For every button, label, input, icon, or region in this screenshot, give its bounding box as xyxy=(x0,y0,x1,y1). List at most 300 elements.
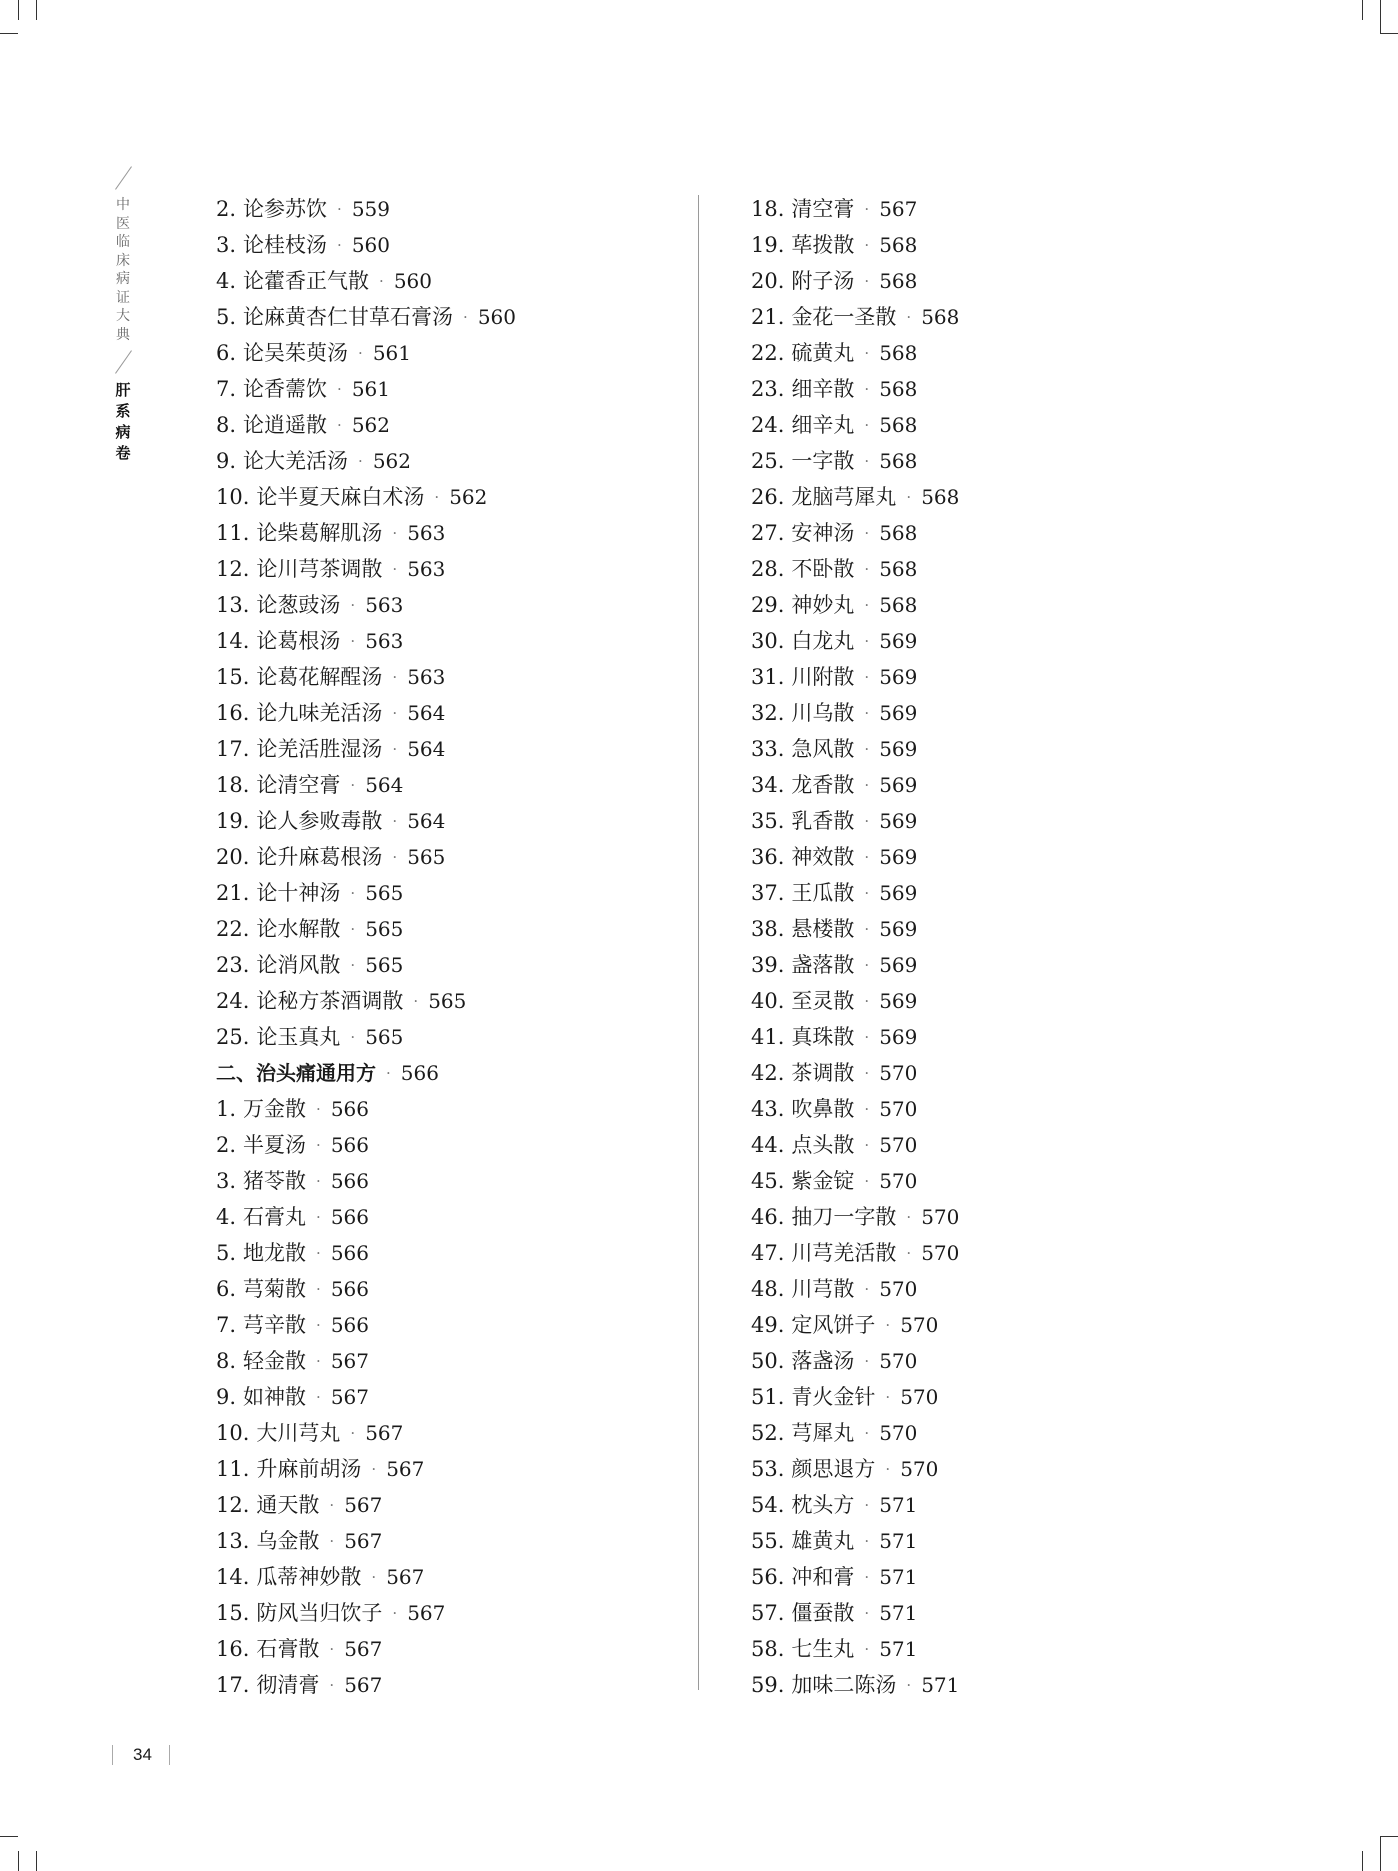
entry-page: 563 xyxy=(407,665,446,689)
entry-page: 571 xyxy=(879,1493,918,1517)
entry-title: 芎犀丸 xyxy=(791,1421,855,1445)
entry-page: 570 xyxy=(879,1421,918,1445)
entry-number: 10. xyxy=(216,1421,250,1445)
entry-title: 细辛散 xyxy=(791,377,855,401)
entry-page: 569 xyxy=(879,737,918,761)
entry-page: 563 xyxy=(407,557,446,581)
entry-title: 真珠散 xyxy=(791,1025,855,1049)
toc-entry xyxy=(751,875,959,911)
separator-dot: · xyxy=(864,848,870,866)
entry-number: 9. xyxy=(216,1385,237,1409)
toc-entry xyxy=(216,1487,516,1523)
separator-dot: · xyxy=(885,1316,891,1334)
separator-dot: · xyxy=(434,488,440,506)
entry-title: 论半夏天麻白术汤 xyxy=(256,485,425,509)
entry-page: 565 xyxy=(365,881,404,905)
toc-entry xyxy=(751,479,959,515)
entry-page: 567 xyxy=(879,197,918,221)
entry-page: 568 xyxy=(879,449,918,473)
entry-number: 41. xyxy=(751,1025,785,1049)
entry-page: 565 xyxy=(428,989,467,1013)
entry-number: 14. xyxy=(216,629,250,653)
separator-dot: · xyxy=(864,1496,870,1514)
entry-title: 川芎羌活散 xyxy=(791,1241,897,1265)
toc-entry xyxy=(751,191,959,227)
entry-page: 567 xyxy=(386,1457,425,1481)
entry-number: 6. xyxy=(216,1277,237,1301)
separator-dot: · xyxy=(864,1028,870,1046)
toc-entry xyxy=(216,1631,516,1667)
toc-entry xyxy=(216,767,516,803)
entry-number: 12. xyxy=(216,557,250,581)
toc-entry xyxy=(751,1127,959,1163)
separator-dot: · xyxy=(864,1532,870,1550)
entry-title: 地龙散 xyxy=(243,1241,307,1265)
separator-dot: · xyxy=(864,920,870,938)
banner-divider xyxy=(115,166,132,190)
toc-entry xyxy=(216,911,516,947)
entry-number: 27. xyxy=(751,521,785,545)
toc-entry xyxy=(751,1667,959,1703)
entry-number: 43. xyxy=(751,1097,785,1121)
separator-dot: · xyxy=(864,200,870,218)
crop-mark xyxy=(36,1851,37,1871)
entry-title: 龙脑芎犀丸 xyxy=(791,485,897,509)
entry-page: 566 xyxy=(330,1241,370,1265)
toc-entry xyxy=(751,947,959,983)
entry-title: 论香薷饮 xyxy=(243,377,328,401)
entry-page: 569 xyxy=(879,917,918,941)
entry-title: 至灵散 xyxy=(791,989,855,1013)
entry-page: 568 xyxy=(879,521,918,545)
entry-title: 大川芎丸 xyxy=(256,1421,341,1445)
entry-title: 白龙丸 xyxy=(791,629,855,653)
separator-dot: · xyxy=(316,1244,321,1262)
entry-number: 33. xyxy=(751,737,785,761)
entry-title: 论川芎茶调散 xyxy=(256,557,383,581)
toc-entry xyxy=(216,947,516,983)
entry-number: 26. xyxy=(751,485,785,509)
entry-title: 论参苏饮 xyxy=(243,197,328,221)
entry-number: 35. xyxy=(751,809,785,833)
entry-page: 569 xyxy=(879,629,918,653)
entry-page: 567 xyxy=(344,1493,383,1517)
toc-entry xyxy=(751,407,959,443)
entry-number: 21. xyxy=(751,305,785,329)
toc-entry xyxy=(751,551,959,587)
entry-title: 论葛花解酲汤 xyxy=(256,665,383,689)
entry-title: 定风饼子 xyxy=(791,1313,876,1337)
entry-title: 抽刀一字散 xyxy=(791,1205,897,1229)
entry-title: 论桂枝汤 xyxy=(243,233,328,257)
entry-title: 细辛丸 xyxy=(791,413,855,437)
entry-number: 18. xyxy=(216,773,250,797)
entry-title: 金花一圣散 xyxy=(791,305,897,329)
separator-dot: · xyxy=(392,1604,398,1622)
entry-number: 2. xyxy=(216,1133,237,1157)
toc-entry xyxy=(751,1307,959,1343)
entry-title: 论人参败毒散 xyxy=(256,809,383,833)
entry-page: 569 xyxy=(879,809,918,833)
toc-entry xyxy=(751,911,959,947)
entry-page: 570 xyxy=(879,1277,918,1301)
entry-number: 47. xyxy=(751,1241,785,1265)
page-number: 34 xyxy=(133,1745,152,1764)
separator-dot: · xyxy=(358,452,363,470)
crop-mark xyxy=(18,0,19,20)
toc-entry xyxy=(216,731,516,767)
separator-dot: · xyxy=(316,1352,321,1370)
toc-column-left xyxy=(216,191,516,1703)
entry-page: 568 xyxy=(879,413,918,437)
entry-title: 一字散 xyxy=(791,449,855,473)
toc-entry xyxy=(751,839,959,875)
separator-dot: · xyxy=(392,524,398,542)
entry-page: 569 xyxy=(879,881,918,905)
entry-title: 二、治头痛通用方 xyxy=(216,1061,376,1085)
separator-dot: · xyxy=(864,560,870,578)
entry-number: 51. xyxy=(751,1385,785,1409)
separator-dot: · xyxy=(350,1424,356,1442)
entry-title: 紫金锭 xyxy=(791,1169,855,1193)
toc-entry xyxy=(216,335,516,371)
toc-entry xyxy=(751,623,959,659)
entry-number: 52. xyxy=(751,1421,785,1445)
entry-page: 568 xyxy=(921,485,960,509)
separator-dot: · xyxy=(906,1676,912,1694)
entry-page: 570 xyxy=(879,1349,918,1373)
entry-title: 急风散 xyxy=(791,737,855,761)
separator-dot: · xyxy=(864,1352,870,1370)
toc-entry xyxy=(751,1343,959,1379)
entry-page: 570 xyxy=(900,1385,939,1409)
entry-page: 560 xyxy=(351,233,391,257)
entry-number: 23. xyxy=(216,953,250,977)
separator-dot: · xyxy=(329,1640,335,1658)
toc-entry xyxy=(216,1235,516,1271)
banner-divider xyxy=(115,350,132,374)
crop-mark xyxy=(1380,1836,1398,1837)
entry-number: 21. xyxy=(216,881,250,905)
separator-dot: · xyxy=(316,1208,321,1226)
separator-dot: · xyxy=(864,596,870,614)
toc-entry xyxy=(751,767,959,803)
entry-page: 568 xyxy=(879,233,918,257)
entry-page: 567 xyxy=(386,1565,425,1589)
crop-mark xyxy=(1362,1851,1363,1871)
entry-title: 论清空膏 xyxy=(256,773,341,797)
entry-title: 安神汤 xyxy=(791,521,855,545)
toc-entry xyxy=(216,1379,516,1415)
separator-dot: · xyxy=(864,1604,870,1622)
entry-number: 3. xyxy=(216,1169,237,1193)
entry-number: 7. xyxy=(216,1313,237,1337)
entry-number: 54. xyxy=(751,1493,785,1517)
entry-number: 17. xyxy=(216,1673,250,1697)
toc-entry xyxy=(751,1559,959,1595)
separator-dot: · xyxy=(864,812,870,830)
entry-page: 566 xyxy=(400,1061,439,1085)
separator-dot: · xyxy=(864,272,870,290)
entry-page: 567 xyxy=(365,1421,404,1445)
separator-dot: · xyxy=(316,1136,321,1154)
toc-entry xyxy=(751,1595,959,1631)
separator-dot: · xyxy=(350,884,356,902)
crop-mark xyxy=(36,0,37,20)
entry-page: 565 xyxy=(365,1025,404,1049)
separator-dot: · xyxy=(885,1388,891,1406)
entry-title: 彻清膏 xyxy=(256,1673,320,1697)
entry-page: 566 xyxy=(330,1205,370,1229)
separator-dot: · xyxy=(864,1424,870,1442)
separator-dot: · xyxy=(864,668,870,686)
entry-title: 不卧散 xyxy=(791,557,855,581)
toc-entry xyxy=(751,263,959,299)
entry-number: 19. xyxy=(751,233,785,257)
entry-page: 563 xyxy=(365,629,404,653)
toc-entry xyxy=(216,1559,516,1595)
entry-title: 青火金针 xyxy=(791,1385,876,1409)
entry-title: 论升麻葛根汤 xyxy=(256,845,383,869)
separator-dot: · xyxy=(885,1460,891,1478)
toc-entry xyxy=(216,983,516,1019)
separator-dot: · xyxy=(392,668,398,686)
separator-dot: · xyxy=(358,344,363,362)
toc-entry xyxy=(216,1271,516,1307)
separator-dot: · xyxy=(316,1172,321,1190)
separator-dot: · xyxy=(864,380,870,398)
separator-dot: · xyxy=(379,272,384,290)
entry-page: 569 xyxy=(879,773,918,797)
separator-dot: · xyxy=(864,1136,870,1154)
entry-title: 龙香散 xyxy=(791,773,855,797)
toc-entry xyxy=(216,1343,516,1379)
separator-dot: · xyxy=(329,1532,335,1550)
entry-page: 560 xyxy=(393,269,433,293)
toc-entry xyxy=(216,1163,516,1199)
separator-dot: · xyxy=(864,1568,870,1586)
entry-title: 川芎散 xyxy=(791,1277,855,1301)
entry-page: 567 xyxy=(344,1529,383,1553)
entry-title: 论逍遥散 xyxy=(243,413,328,437)
entry-number: 13. xyxy=(216,1529,250,1553)
separator-dot: · xyxy=(864,956,870,974)
toc-entry xyxy=(751,1019,959,1055)
entry-page: 570 xyxy=(879,1097,918,1121)
entry-number: 37. xyxy=(751,881,785,905)
entry-title: 七生丸 xyxy=(791,1637,855,1661)
entry-page: 570 xyxy=(921,1241,960,1265)
toc-entry xyxy=(751,1523,959,1559)
entry-number: 53. xyxy=(751,1457,785,1481)
entry-title: 神妙丸 xyxy=(791,593,855,617)
entry-title: 冲和膏 xyxy=(791,1565,855,1589)
toc-entry xyxy=(216,479,516,515)
entry-page: 566 xyxy=(330,1313,370,1337)
page-footer xyxy=(112,1745,170,1765)
entry-number: 32. xyxy=(751,701,785,725)
toc-entry xyxy=(216,1091,516,1127)
entry-title: 猪苓散 xyxy=(243,1169,307,1193)
entry-number: 45. xyxy=(751,1169,785,1193)
entry-title: 论柴葛解肌汤 xyxy=(256,521,383,545)
separator-dot: · xyxy=(392,848,398,866)
entry-page: 567 xyxy=(407,1601,446,1625)
separator-dot: · xyxy=(906,488,912,506)
entry-page: 571 xyxy=(879,1601,918,1625)
entry-number: 16. xyxy=(216,701,250,725)
toc-entry xyxy=(216,659,516,695)
toc-entry xyxy=(216,1019,516,1055)
entry-title: 悬楼散 xyxy=(791,917,855,941)
toc-entry xyxy=(216,227,516,263)
toc-entry xyxy=(751,443,959,479)
separator-dot: · xyxy=(864,1280,870,1298)
entry-title: 枕头方 xyxy=(791,1493,855,1517)
toc-entry xyxy=(216,371,516,407)
entry-page: 568 xyxy=(879,557,918,581)
toc-entry xyxy=(751,1055,959,1091)
toc-entry xyxy=(751,1199,959,1235)
entry-page: 562 xyxy=(372,449,412,473)
toc-column-right xyxy=(751,191,959,1703)
toc-entry xyxy=(751,1235,959,1271)
separator-dot: · xyxy=(864,452,870,470)
toc-entry xyxy=(751,335,959,371)
entry-title: 论水解散 xyxy=(256,917,341,941)
entry-page: 562 xyxy=(351,413,391,437)
entry-page: 568 xyxy=(879,377,918,401)
entry-page: 568 xyxy=(921,305,960,329)
crop-mark xyxy=(1380,0,1381,33)
separator-dot: · xyxy=(906,308,912,326)
entry-number: 50. xyxy=(751,1349,785,1373)
toc-entry xyxy=(751,1163,959,1199)
crop-mark xyxy=(0,33,18,34)
entry-number: 16. xyxy=(216,1637,250,1661)
toc-entry xyxy=(751,695,959,731)
entry-title: 论秘方茶酒调散 xyxy=(256,989,404,1013)
entry-number: 6. xyxy=(216,341,237,365)
entry-number: 5. xyxy=(216,1241,237,1265)
entry-title: 论九味羌活汤 xyxy=(256,701,383,725)
entry-title: 半夏汤 xyxy=(243,1133,307,1157)
separator-dot: · xyxy=(864,1172,870,1190)
entry-title: 万金散 xyxy=(243,1097,307,1121)
entry-number: 59. xyxy=(751,1673,785,1697)
entry-number: 25. xyxy=(751,449,785,473)
entry-page: 567 xyxy=(330,1385,370,1409)
entry-page: 570 xyxy=(879,1169,918,1193)
separator-dot: · xyxy=(337,200,342,218)
entry-number: 4. xyxy=(216,269,237,293)
toc-entry xyxy=(751,371,959,407)
toc-entry xyxy=(216,1127,516,1163)
entry-page: 571 xyxy=(879,1529,918,1553)
entry-number: 10. xyxy=(216,485,250,509)
entry-number: 44. xyxy=(751,1133,785,1157)
entry-title: 乳香散 xyxy=(791,809,855,833)
entry-number: 11. xyxy=(216,521,250,545)
entry-title: 防风当归饮子 xyxy=(256,1601,383,1625)
toc-entry xyxy=(216,263,516,299)
entry-page: 569 xyxy=(879,701,918,725)
entry-page: 570 xyxy=(900,1313,939,1337)
entry-number: 46. xyxy=(751,1205,785,1229)
entry-title: 轻金散 xyxy=(243,1349,307,1373)
entry-title: 川乌散 xyxy=(791,701,855,725)
crop-mark xyxy=(0,1836,18,1837)
entry-title: 颜思退方 xyxy=(791,1457,876,1481)
entry-page: 564 xyxy=(407,701,446,725)
toc-entry xyxy=(216,1415,516,1451)
toc-entry xyxy=(216,1451,516,1487)
entry-title: 盏落散 xyxy=(791,953,855,977)
entry-page: 569 xyxy=(879,953,918,977)
toc-entry xyxy=(216,1199,516,1235)
entry-page: 567 xyxy=(330,1349,370,1373)
toc-entry xyxy=(751,1379,959,1415)
entry-title: 通天散 xyxy=(256,1493,320,1517)
entry-number: 48. xyxy=(751,1277,785,1301)
entry-number: 8. xyxy=(216,413,237,437)
entry-page: 569 xyxy=(879,1025,918,1049)
entry-title: 川附散 xyxy=(791,665,855,689)
entry-number: 38. xyxy=(751,917,785,941)
separator-dot: · xyxy=(329,1676,335,1694)
entry-page: 569 xyxy=(879,989,918,1013)
entry-number: 13. xyxy=(216,593,250,617)
entry-number: 30. xyxy=(751,629,785,653)
separator-dot: · xyxy=(864,1100,870,1118)
footer-bar xyxy=(112,1745,113,1765)
separator-dot: · xyxy=(413,992,419,1010)
separator-dot: · xyxy=(864,884,870,902)
toc-entry xyxy=(216,191,516,227)
crop-mark xyxy=(18,1851,19,1871)
entry-title: 论玉真丸 xyxy=(256,1025,341,1049)
toc-entry xyxy=(751,1271,959,1307)
entry-title: 荜拨散 xyxy=(791,233,855,257)
entry-title: 论葛根汤 xyxy=(256,629,341,653)
toc-entry xyxy=(216,1307,516,1343)
entry-page: 564 xyxy=(407,809,446,833)
toc-entry xyxy=(216,407,516,443)
toc-entry xyxy=(216,1595,516,1631)
separator-dot: · xyxy=(864,776,870,794)
toc-entry xyxy=(216,515,516,551)
separator-dot: · xyxy=(864,632,870,650)
entry-number: 25. xyxy=(216,1025,250,1049)
entry-page: 570 xyxy=(900,1457,939,1481)
separator-dot: · xyxy=(316,1388,321,1406)
separator-dot: · xyxy=(316,1100,321,1118)
separator-dot: · xyxy=(392,740,398,758)
toc-entry xyxy=(751,983,959,1019)
toc-entry xyxy=(751,227,959,263)
toc-entry xyxy=(216,839,516,875)
entry-number: 17. xyxy=(216,737,250,761)
separator-dot: · xyxy=(316,1316,321,1334)
entry-number: 4. xyxy=(216,1205,237,1229)
footer-bar xyxy=(169,1745,170,1765)
entry-page: 566 xyxy=(330,1277,370,1301)
separator-dot: · xyxy=(350,776,356,794)
entry-number: 57. xyxy=(751,1601,785,1625)
entry-number: 55. xyxy=(751,1529,785,1553)
separator-dot: · xyxy=(864,416,870,434)
entry-number: 39. xyxy=(751,953,785,977)
